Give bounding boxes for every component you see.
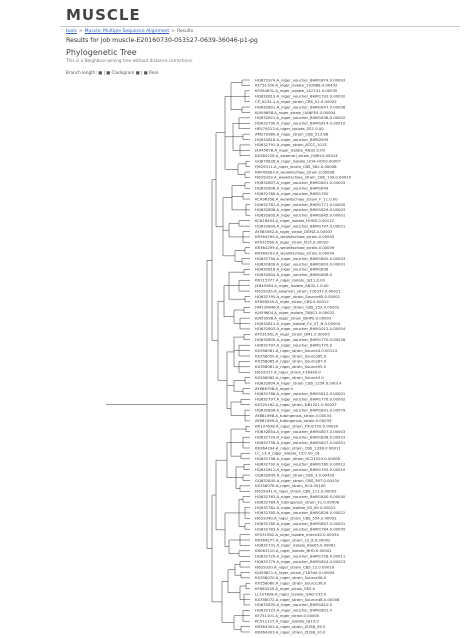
tree-leaf-label: FJ629340.A_niger_strain_CBS_554.0.00002 [255,515,337,521]
breadcrumb-separator: > [171,29,175,34]
tree-leaf-label: HQ632835.A_niger_voucher_BHM1810.0 [255,602,332,608]
tree-leaf-label: GQ852845.A_niger_strain_CBS_367.0.00434 [255,477,340,483]
tree-leaf-label: HQ632813.A_niger_voucher_BHM1792.0.00032 [255,93,346,99]
tree-leaf-label: HQ632797.A_niger_voucher_BHM1776.0.00002 [255,396,346,402]
tree-leaf-label: FJ629341.A_niger_strain_CBS_111.0.00003 [255,488,337,494]
tree-leaf-label: FJ629317.A_niger_strain_F16440.0 [255,369,321,375]
tree-leaf-label: KF751100.A_niger_isolate_132888.0.00432 [255,82,338,88]
tree-toolbar[interactable]: Branch length: ■ | ■ Cladogram ■ | ■ Real [66,70,159,75]
tree-leaf-label: HQ672974.A_niger_voucher_BHM1874.0.00003 [255,77,346,83]
tree-leaf-label: KJ459658.A_niger_strain_UANFE4.0.00004 [255,109,336,115]
tree-leaf-label: GQ852845.A_niger_strain_CBS_3.0.00420 [255,472,335,478]
tree-leaf-label: HQ632809.A_niger_voucher_BHM1803.0.00001 [255,261,346,267]
breadcrumb-separator: > [78,29,83,34]
tree-leaf-label: KF751101.A_niger_strain.0.00000 [255,613,320,619]
tree-leaf-label: FJ629320.A_niger_strain_CBS_12.0.00010 [255,564,335,570]
tree-leaf-label: HQ632811.A_niger_isolate_F4_VT_N.0.00004 [255,320,341,326]
app-logo: MUSCLE [66,6,141,24]
tree-leaf-label: CP_A234.1.A_niger_strain_CBS_51.0.00002 [255,98,337,104]
tree-leaf-label: HQ632806.A_niger_voucher_BHM1849 [255,185,329,191]
tree-leaf-label: HQ632731.A_niger_isolate_Blw05.0.00061 [255,542,336,548]
tree-leaf-label: KX358061.A_niger_strain_Source4.0.00124 [255,347,338,353]
tree-leaf-label: HQ632806.A_niger_voucher_BHM1831.0.00079 [255,407,346,413]
tree-leaf-label: HQ632729.A_niger_voucher_BHM1728.0.00011 [255,553,346,559]
tree-leaf-label: FJ629311.A_niger_strain_CBS_562.0.00008 [255,163,337,169]
tree-leaf-label: KX358060.A_niger_strain_Source36.0 [255,580,327,586]
tree-leaf-label: KC496356.A_welwitschiae_strain_F_11.0.00 [255,196,338,202]
tree-leaf-label: KR364277.A_niger_strain_LS_8.0.00002 [255,537,331,543]
tree-leaf-label: HQ632805.A_niger_voucher_BHM1770.0.00026 [255,337,346,343]
tree-leaf-label: HQ632723.A_niger_voucher_BHM1801.0 [255,607,332,613]
tree-leaf-label: KX358070.A_niger_strain_Source56.0 [255,575,327,581]
tree-leaf-label: HQ632804.A_niger_strain_CBS_1254.0.00014 [255,380,342,386]
tree-leaf-label: HQ632805.A_niger_voucher_BHM1845.0.00001 [255,212,346,218]
tree-leaf-label: HQ632794.A_niger_voucher_BHM1800.0.00003 [255,255,346,261]
tree-leaf-label: KX358072.A_niger_strain_Source48.0.00008 [255,596,340,602]
tree-leaf-label: KF031560.A_niger_strain_B15.0.00020 [255,239,329,245]
tree-leaf-label: HQ632780.A_niger_voucher_BHM1807.0.00001 [255,521,346,527]
section-title: Phylogenetic Tree [66,48,137,57]
tree-leaf-label: KR364293.A_welwitschiae_strain.0.00004 [255,250,335,256]
tree-leaf-label: HQ632796.A_niger_strain_HC21020.0.00006 [255,456,340,462]
tree-leaf-label: KR364303.A_niger_strain_ZUSB_10.0 [255,629,326,635]
tree-leaf-label: FJ629335.A_awamori_strain_F16337.0.00021 [255,288,341,294]
tree-leaf-label: HQ632785.A_niger_voucher_BHM1826.0.00022 [255,510,346,516]
tree-leaf-label: KF031562.A_niger_isolate_mmm40.0.00034 [255,531,339,537]
tree-leaf-label: GQ870826.A_niger_isolate_UOA-HCP.0.00007 [255,158,341,164]
tree-leaf-label: KX358050.A_niger_strain_Source65.0 [255,353,327,359]
tree-leaf-label: HQ632821.A_niger_voucher_BHM1838.0.00002 [255,115,346,121]
tree-leaf-label: HQ632812.A_niger_voucher_BHM1793.0.00010 [255,466,346,472]
tree-leaf-label: KX325162.A_niger_strain_DB1201.0.00027 [255,402,337,408]
tree-leaf-label: HQ632781.A_niger_isolate_SS_09.0.00012 [255,504,336,510]
tree-leaf-label: HQ632854.A_niger_voucher_BHM1807.0.00003 [255,429,346,435]
tree-leaf-label: KR137638.A_niger_strain_F502720.0.00020 [255,423,339,429]
tree-leaf-label: HQ632804.A_niger_voucher_BHM1808.0 [255,272,332,278]
tree-leaf-label: KJ459604.A_niger_isolate_TWJG1.0.00032 [255,310,335,316]
tree-leaf-label: KF664245.A_niger_strain_SE0.0 [255,586,316,592]
tree-leaf-label: HQ632807.A_niger_voucher_BHM1801.0.00003 [255,180,346,186]
tree-leaf-label: LL107828.A_niger_isolate_QAD-235.0 [255,591,327,597]
results-title: Results for job muscle-E20160730-053527-0639-36046-p1-pg [66,37,258,44]
tree-leaf-label: JX045678.A_niger_isolate_AN32.0.00 [255,147,325,153]
tree-leaf-label: KX358078.A_niger_strain_HI.0.00100 [255,483,326,489]
tree-leaf-label: KR364299.A_welwitschiae_strain.0.00009 [255,245,335,251]
tree-leaf-label: LC_13.A_niger_isolate_15.0.00_16 [255,450,320,456]
tree-leaf-label: HQ632783.A_niger_voucher_BHM1784.0.00005 [255,526,346,532]
tree-leaf-label: AY686798.A_niger.0 [255,385,293,391]
tree-leaf-label: HQ632795.A_niger_strain_Source65.0.00001 [255,293,341,299]
tree-leaf-label: KX358065.A_niger_strain_Source67.0 [255,358,327,364]
tree-leaf-label: KX358061.A_niger_strain_Source55.0 [255,364,327,370]
tree-leaf-label: HQ632818.A_niger_voucher_BHM2639 [255,136,329,142]
tree-leaf-label: HE579213.A_niger_isolate_ZS1.0.00 [255,126,324,132]
tree-leaf-label: KF031561.A_niger_strain_DM1.0.00005 [255,331,330,337]
tree-leaf-label: KR364294.A_niger_strain_CBS_1338.0.00011 [255,445,341,451]
tree-leaf-label: KC816454.A_niger_isolate_HORS.0.00122 [255,218,335,224]
tree-leaf-label: KX358062.A_niger_strain_Source3.0 [255,374,324,380]
breadcrumb-tools-link[interactable]: tools [66,29,77,34]
tree-leaf-label: KR115377.A_niger_isolate_GJ11.0.00 [255,277,326,283]
tree-leaf-label: KJ459598.A_niger_strain_BHIPS.0.00003 [255,315,332,321]
tree-leaf-label: FJ629329.A_welwitschiae_strain_CBS_139.0.00015 [255,174,352,180]
tree-leaf-label: HQ632756.A_niger_voucher_BHM1827.0.00001 [255,439,346,445]
tree-leaf-label: HQ632763.A_niger_voucher_BHM1840.0.00040 [255,494,346,500]
tree-leaf-label: HQ632818.A_niger_voucher_BHM1838 [255,266,329,272]
tree-leaf-label: HQ632809.A_niger_voucher_BHM1797.0.00021 [255,223,346,229]
tree-leaf-label: KF054631.A_niger_isolate_152741.0.00030 [255,88,338,94]
tree-leaf-label: KR063110.A_niger_isolate_BHO.0.00002 [255,548,332,554]
tree-leaf-label: HQ632789.A_tubingensis_strain_F1.0.00008 [255,499,340,505]
tree-leaf-label: HQ632779.A_niger_voucher_BHM1824.0.00023 [255,558,346,564]
tree-leaf-label: HQ632793.A_niger_voucher_BHM1780.0.00012 [255,461,346,467]
tree-leaf-label: HQ632790.A_niger_voucher_BHM1814.0.00010 [255,120,346,126]
tree-leaf-label: HQ632797.A_niger_voucher_BHM1770.0 [255,342,332,348]
tree-leaf-label: HQ632787.A_niger_voucher_BHM1771.0.00005 [255,201,346,207]
tree-leaf-label: HQ632801.A_niger_voucher_BHM1847.0.00008 [255,104,346,110]
tree-leaf-label: HQ632786.A_niger_voucher_BHM1812.0.00001 [255,391,346,397]
tree-leaf-label: KC511127.A_niger_isolate_GJ10.0 [255,618,319,624]
tree-leaf-label: KX364228.A_awamori_strain_IQBH.0.00014 [255,153,338,159]
breadcrumb-muscle-link[interactable]: Muscle: Multiple Sequence Alignment [84,29,170,34]
tree-leaf-label: AY585562.A_niger_strain_DSMZ.0.00003 [255,228,333,234]
tree-leaf-label: HQ632803.A_niger_voucher_BHM1012.0.00004 [255,326,346,332]
tree-note: This is a Neighbour-joining tree without distance corrections. [66,58,194,63]
tree-leaf-label: AY881999.A_tubingensis_strain.0.00039 [255,418,332,424]
tree-leaf-label: AM270980.A_niger_strain_CBS_513.88 [255,131,329,137]
tree-leaf-label: KJ459621.A_niger_strain_F18340.0.00009 [255,569,335,575]
tree-leaf-label: HM130646.A_niger_strain_CBS_253.0.00002 [255,304,340,310]
tree-leaf-label: HQ632729.A_niger_voucher_BHM1838.0.00023 [255,434,346,440]
tree-leaf-label: KR045893.A_welwitschiae_strain.0.00006 [255,169,335,175]
tree-leaf-label: HQ632789.A_niger_voucher_BHM1790 [255,190,329,196]
tree-leaf-label: KF856545.A_niger_strain_CBS.0.00012 [255,299,329,305]
tree-leaf-label: KR364294.A_welwitschiae_strain.0.00005 [255,234,335,240]
breadcrumb-current: Results [176,29,194,34]
tree-leaf-label: KR364302.A_niger_strain_ZUSB_09.0 [255,623,326,629]
tree-leaf-label: HQ632808.A_niger_voucher_BHM1829.0.00003 [255,207,346,213]
tree-leaf-label: AY881998.A_tubingensis_strain.0.00034 [255,412,332,418]
tree-leaf-label: HQ632791.A_niger_strain_ATCC_1015 [255,142,327,148]
tree-leaf-label: JX845584.A_niger_isolate_AN32.1.0.00 [255,282,329,288]
